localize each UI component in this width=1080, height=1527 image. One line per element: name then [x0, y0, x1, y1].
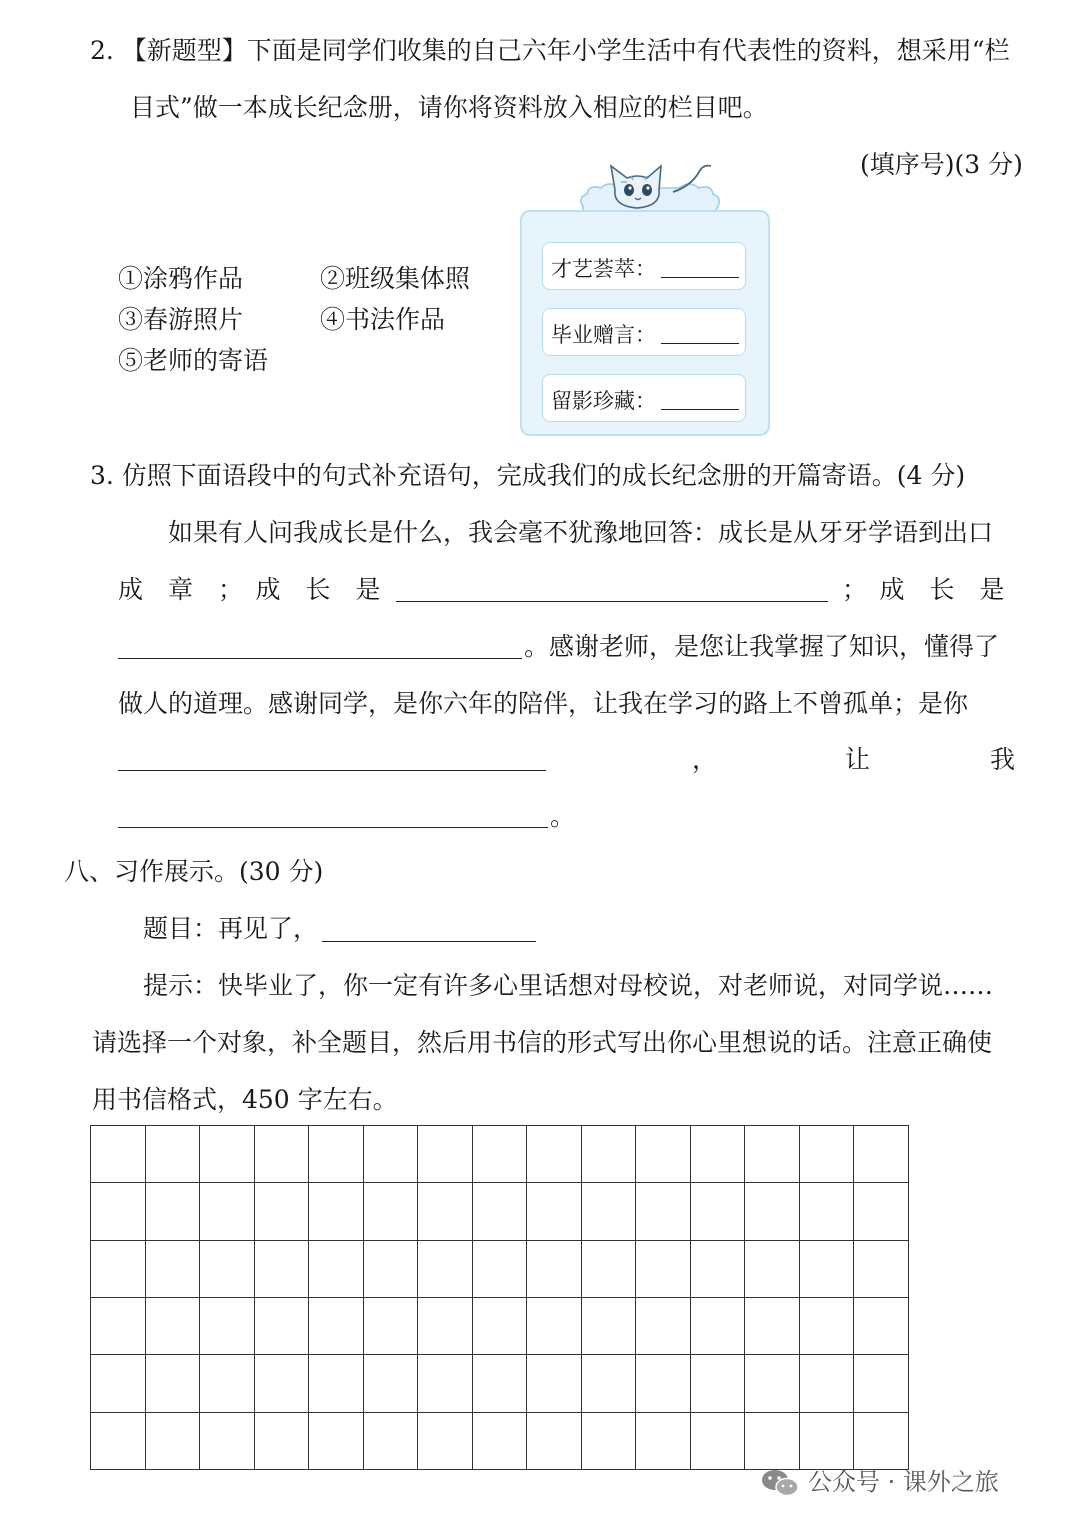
- watermark-text: 公众号 · 课外之旅: [808, 1468, 999, 1496]
- grid-cell[interactable]: [799, 1182, 855, 1240]
- grid-cell[interactable]: [635, 1354, 691, 1412]
- q3-line-2a: 成 章 ； 成 长 是: [118, 575, 381, 604]
- grid-cell[interactable]: [90, 1297, 146, 1355]
- q3-line-5c: 我: [990, 745, 1016, 774]
- grid-cell[interactable]: [744, 1182, 800, 1240]
- grid-cell[interactable]: [526, 1297, 582, 1355]
- grid-cell[interactable]: [145, 1182, 201, 1240]
- grid-cell[interactable]: [308, 1240, 364, 1298]
- grid-cell[interactable]: [690, 1354, 746, 1412]
- grid-cell[interactable]: [526, 1125, 582, 1183]
- grid-cell[interactable]: [417, 1412, 473, 1470]
- grid-cell[interactable]: [363, 1297, 419, 1355]
- grid-cell[interactable]: [254, 1182, 310, 1240]
- section-8-hint-1: 提示：快毕业了，你一定有许多心里话想对母校说，对老师说，对同学说……: [143, 971, 994, 1000]
- grid-cell[interactable]: [363, 1240, 419, 1298]
- q3-blank-2[interactable]: [118, 658, 522, 659]
- grid-cell[interactable]: [145, 1354, 201, 1412]
- section-8-heading: 八、习作展示。(30 分): [64, 857, 324, 886]
- grid-cell[interactable]: [799, 1297, 855, 1355]
- grid-cell[interactable]: [363, 1182, 419, 1240]
- grid-cell[interactable]: [254, 1412, 310, 1470]
- grid-cell[interactable]: [199, 1240, 255, 1298]
- grid-cell[interactable]: [472, 1412, 528, 1470]
- grid-cell[interactable]: [581, 1182, 637, 1240]
- section-8-hint-2: 请选择一个对象，补全题目，然后用书信的形式写出你心里想说的话。注意正确使: [92, 1028, 993, 1057]
- wechat-icon: [760, 1467, 800, 1499]
- grid-cell[interactable]: [581, 1125, 637, 1183]
- grid-cell[interactable]: [145, 1240, 201, 1298]
- grid-cell[interactable]: [635, 1412, 691, 1470]
- q3-blank-3[interactable]: [118, 770, 546, 771]
- grid-cell[interactable]: [145, 1125, 201, 1183]
- grid-cell[interactable]: [254, 1354, 310, 1412]
- grid-cell[interactable]: [145, 1412, 201, 1470]
- grid-cell[interactable]: [581, 1412, 637, 1470]
- field-photos: [542, 374, 746, 422]
- q3-line-6: 。: [550, 802, 576, 831]
- grid-cell[interactable]: [635, 1182, 691, 1240]
- grid-cell[interactable]: [526, 1354, 582, 1412]
- grid-cell[interactable]: [308, 1182, 364, 1240]
- grid-cell[interactable]: [690, 1125, 746, 1183]
- grid-cell[interactable]: [308, 1125, 364, 1183]
- writing-grid[interactable]: [90, 1125, 908, 1469]
- grid-cell[interactable]: [635, 1297, 691, 1355]
- grid-cell[interactable]: [472, 1182, 528, 1240]
- grid-cell[interactable]: [853, 1182, 909, 1240]
- grid-cell[interactable]: [90, 1240, 146, 1298]
- field-talent-label: 才艺荟萃：: [551, 257, 656, 281]
- section-8-topic: 题目：再见了，: [143, 914, 319, 943]
- q3-line-4: 做人的道理。感谢同学，是你六年的陪伴，让我在学习的路上不曾孤单；是你: [118, 689, 969, 718]
- q2-item-2: ②班级集体照: [320, 264, 471, 293]
- topic-blank[interactable]: [322, 941, 536, 942]
- grid-cell[interactable]: [308, 1412, 364, 1470]
- grid-cell[interactable]: [799, 1125, 855, 1183]
- growth-album-card: [520, 210, 770, 436]
- grid-cell[interactable]: [472, 1354, 528, 1412]
- grid-cell[interactable]: [363, 1412, 419, 1470]
- grid-cell[interactable]: [308, 1354, 364, 1412]
- grid-cell[interactable]: [472, 1125, 528, 1183]
- grid-cell[interactable]: [417, 1182, 473, 1240]
- grid-cell[interactable]: [145, 1297, 201, 1355]
- grid-cell[interactable]: [90, 1125, 146, 1183]
- grid-cell[interactable]: [690, 1412, 746, 1470]
- grid-cell[interactable]: [799, 1354, 855, 1412]
- q2-score-note: (填序号)(3 分): [860, 150, 1023, 179]
- field-photos-label: 留影珍藏：: [551, 389, 656, 413]
- q2-item-3: ③春游照片: [118, 305, 244, 334]
- q2-line-1: 2. 【新题型】下面是同学们收集的自己六年小学生活中有代表性的资料，想采用“栏: [90, 36, 1010, 65]
- grid-cell[interactable]: [635, 1125, 691, 1183]
- grid-cell[interactable]: [581, 1240, 637, 1298]
- grid-cell[interactable]: [417, 1297, 473, 1355]
- grid-cell[interactable]: [526, 1240, 582, 1298]
- grid-cell[interactable]: [581, 1354, 637, 1412]
- grid-cell[interactable]: [254, 1125, 310, 1183]
- q3-line-1: 如果有人问我成长是什么，我会毫不犹豫地回答：成长是从牙牙学语到出口: [168, 518, 994, 547]
- grid-cell[interactable]: [526, 1182, 582, 1240]
- q2-item-5: ⑤老师的寄语: [118, 346, 269, 375]
- q3-line-2b: ； 成 长 是: [842, 575, 1005, 604]
- grid-cell[interactable]: [90, 1412, 146, 1470]
- grid-cell[interactable]: [254, 1297, 310, 1355]
- q3-blank-1[interactable]: [396, 601, 828, 602]
- q3-line-5a: ，: [692, 745, 718, 774]
- grid-cell[interactable]: [472, 1240, 528, 1298]
- field-photos-blank[interactable]: [661, 409, 739, 410]
- grid-cell[interactable]: [363, 1125, 419, 1183]
- grid-cell[interactable]: [199, 1182, 255, 1240]
- grid-cell[interactable]: [744, 1354, 800, 1412]
- grid-cell[interactable]: [417, 1125, 473, 1183]
- grid-cell[interactable]: [417, 1354, 473, 1412]
- field-farewell-label: 毕业赠言：: [551, 323, 656, 347]
- grid-cell[interactable]: [635, 1240, 691, 1298]
- grid-cell[interactable]: [308, 1297, 364, 1355]
- field-talent: [542, 242, 746, 290]
- section-8-hint-3: 用书信格式，450 字左右。: [92, 1085, 398, 1114]
- q3-line-3: 。感谢老师，是您让我掌握了知识，懂得了: [524, 632, 1000, 661]
- grid-cell[interactable]: [690, 1297, 746, 1355]
- q2-line-2: 目式”做一本成长纪念册，请你将资料放入相应的栏目吧。: [130, 93, 768, 122]
- grid-cell[interactable]: [254, 1240, 310, 1298]
- grid-cell[interactable]: [199, 1297, 255, 1355]
- grid-cell[interactable]: [690, 1182, 746, 1240]
- watermark: [760, 1462, 999, 1499]
- q3-blank-4[interactable]: [118, 827, 548, 828]
- q3-title: 3. 仿照下面语段中的句式补充语句，完成我们的成长纪念册的开篇寄语。(4 分): [90, 461, 966, 490]
- grid-cell[interactable]: [744, 1297, 800, 1355]
- grid-cell[interactable]: [853, 1297, 909, 1355]
- grid-cell[interactable]: [581, 1297, 637, 1355]
- grid-cell[interactable]: [853, 1125, 909, 1183]
- grid-cell[interactable]: [472, 1297, 528, 1355]
- grid-cell[interactable]: [690, 1240, 746, 1298]
- q3-line-5b: 让: [845, 745, 871, 774]
- grid-cell[interactable]: [417, 1240, 473, 1298]
- grid-cell[interactable]: [199, 1125, 255, 1183]
- grid-cell[interactable]: [90, 1354, 146, 1412]
- grid-cell[interactable]: [853, 1240, 909, 1298]
- field-farewell: [542, 308, 746, 356]
- grid-cell[interactable]: [199, 1412, 255, 1470]
- grid-cell[interactable]: [744, 1240, 800, 1298]
- grid-cell[interactable]: [744, 1125, 800, 1183]
- grid-cell[interactable]: [799, 1240, 855, 1298]
- grid-cell[interactable]: [363, 1354, 419, 1412]
- field-farewell-blank[interactable]: [661, 343, 739, 344]
- grid-cell[interactable]: [853, 1354, 909, 1412]
- q2-item-1: ①涂鸦作品: [118, 264, 244, 293]
- field-talent-blank[interactable]: [661, 277, 739, 278]
- grid-cell[interactable]: [90, 1182, 146, 1240]
- grid-cell[interactable]: [526, 1412, 582, 1470]
- grid-cell[interactable]: [199, 1354, 255, 1412]
- q2-item-4: ④书法作品: [320, 305, 446, 334]
